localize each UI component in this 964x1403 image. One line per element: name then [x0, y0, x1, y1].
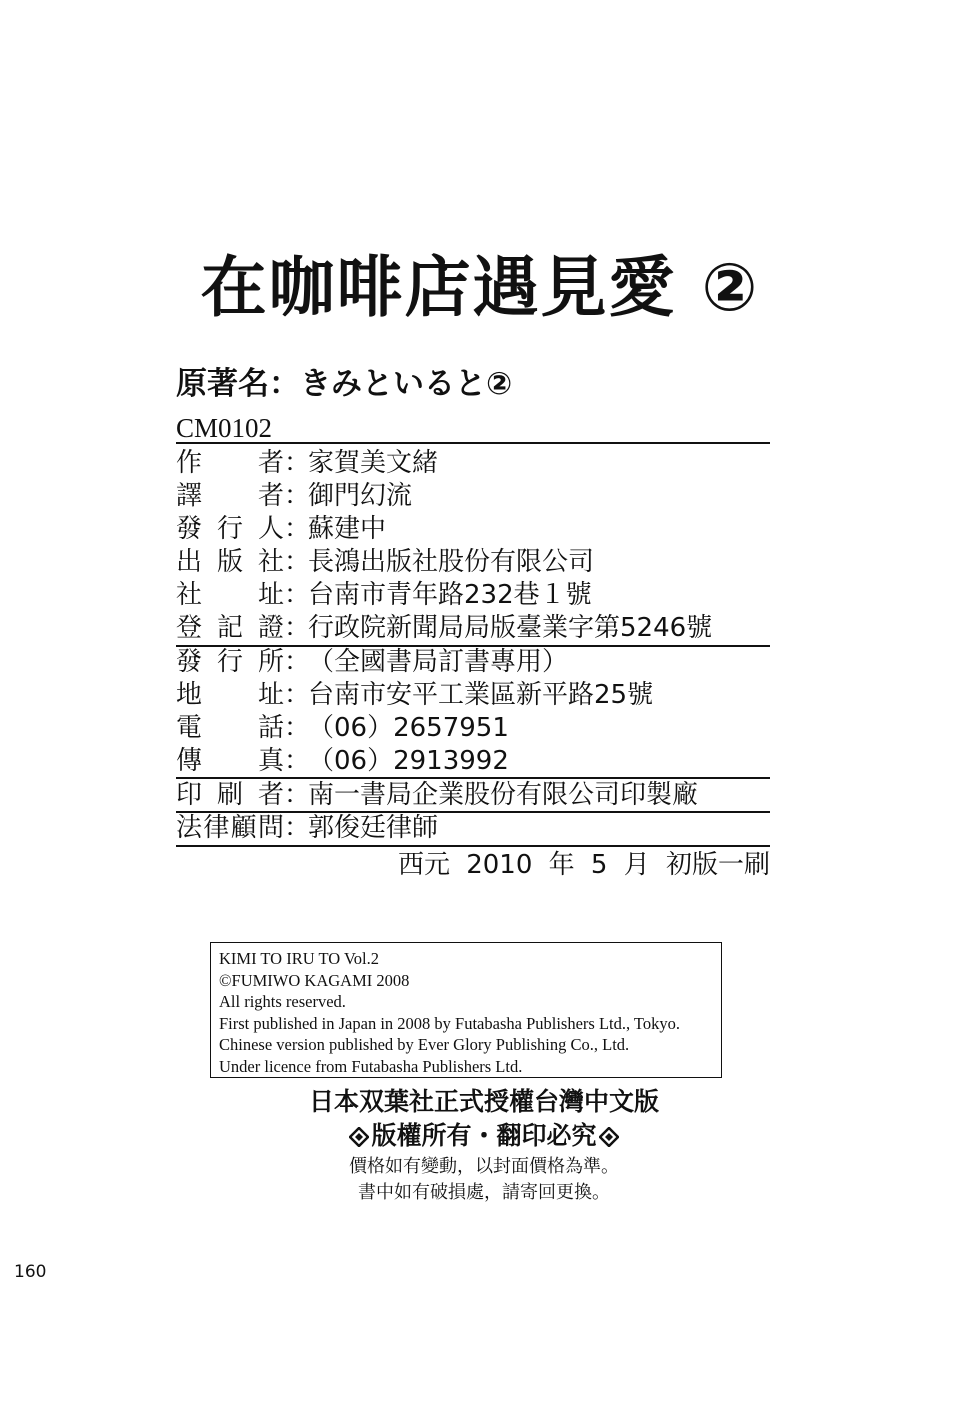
credit-label — [176, 546, 284, 579]
credit-label-char: 者 — [257, 481, 284, 511]
credit-colon: ： — [284, 448, 311, 478]
copyright-line: Under licence from Futabasha Publishers Ltd. — [219, 1056, 523, 1076]
credit-label-char: 話 — [257, 713, 284, 743]
credit-value: 行政院新聞局局版臺業字第5246號 — [308, 613, 713, 643]
credit-colon: ： — [284, 713, 311, 743]
credit-label-char: 證 — [257, 613, 284, 643]
divider-line — [176, 442, 770, 444]
credit-colon: ： — [284, 780, 311, 810]
credit-row — [176, 745, 776, 778]
credit-row — [176, 712, 776, 745]
credit-value: 御門幻流 — [308, 481, 413, 511]
credits-block-legal — [176, 812, 776, 845]
diamond-icon — [599, 1127, 619, 1147]
credit-label-char: 發 — [176, 514, 203, 544]
authorization-notice: 日本双葉社正式授權台灣中文版 — [308, 1087, 659, 1116]
credit-label-char: 所 — [257, 647, 284, 677]
credit-label — [176, 579, 284, 612]
credit-row — [176, 480, 776, 513]
credit-label-char: 人 — [257, 514, 284, 544]
credit-value: 家賀美文緒 — [308, 448, 439, 478]
credit-label-char: 律 — [203, 813, 230, 843]
credit-value: 台南市青年路232巷１號 — [308, 580, 592, 610]
copyright-line: KIMI TO IRU TO Vol.2 — [219, 949, 379, 968]
credit-label-char: 作 — [176, 448, 203, 478]
credit-label-char: 址 — [257, 680, 284, 710]
credit-value: 南一書局企業股份有限公司印製廠 — [308, 780, 699, 810]
credit-row — [176, 679, 776, 712]
credit-colon: ： — [284, 580, 311, 610]
credit-label — [176, 480, 284, 513]
credit-label-char: 行 — [216, 647, 243, 677]
catalog-code: CM0102 — [176, 413, 273, 443]
damage-note: 書中如有破損處，請寄回更換。 — [358, 1182, 610, 1203]
copyright-line: First published in Japan in 2008 by Futabasha Publishers Ltd., Tokyo. — [219, 1013, 680, 1033]
credit-row — [176, 612, 776, 645]
credit-label-char: 社 — [176, 580, 203, 610]
credit-label-char: 真 — [257, 746, 284, 776]
credit-value: （全國書局訂書專用） — [308, 647, 569, 677]
copyright-line: ©FUMIWO KAGAMI 2008 — [219, 970, 410, 990]
copyright-line: Chinese version published by Ever Glory Publishing Co., Ltd. — [219, 1035, 630, 1054]
credit-row — [176, 513, 776, 546]
copyright-box — [210, 942, 722, 1078]
credit-label-char: 者 — [257, 780, 284, 810]
credit-colon: ： — [284, 514, 311, 544]
credit-label-char: 顧 — [230, 813, 257, 843]
credit-label — [176, 447, 284, 480]
credit-label-char: 法 — [176, 813, 203, 843]
credit-row — [176, 546, 776, 579]
credit-row — [176, 579, 776, 612]
credit-row — [176, 646, 776, 679]
book-title: 在咖啡店遇見愛 ② — [200, 249, 760, 326]
credit-label-char: 社 — [257, 547, 284, 577]
rights-notice-line — [216, 1120, 752, 1152]
credit-label-char: 登 — [176, 613, 203, 643]
credit-label — [176, 679, 284, 712]
credit-colon: ： — [284, 680, 311, 710]
credit-label — [176, 712, 284, 745]
credits-block-distributor — [176, 646, 776, 778]
credit-row — [176, 779, 776, 812]
credit-label-char: 問 — [257, 813, 284, 843]
credits-block-printer — [176, 779, 776, 812]
credit-label — [176, 779, 284, 812]
credit-label-char: 記 — [216, 613, 243, 643]
credit-value: 台南市安平工業區新平路25號 — [308, 680, 654, 710]
page-number: 160 — [14, 1262, 47, 1282]
credit-value: 長鴻出版社股份有限公司 — [308, 547, 595, 577]
credit-colon: ： — [284, 547, 311, 577]
credit-label — [176, 513, 284, 546]
credit-label-char: 者 — [257, 448, 284, 478]
credit-colon: ： — [284, 613, 311, 643]
credit-row — [176, 447, 776, 480]
credit-colon: ： — [284, 746, 311, 776]
credit-label-char: 傳 — [176, 746, 203, 776]
credit-label — [176, 745, 284, 778]
credit-label-char: 刷 — [216, 780, 243, 810]
diamond-icon — [349, 1127, 369, 1147]
copyright-line: All rights reserved. — [219, 992, 346, 1011]
credit-value: （06）2657951 — [308, 713, 509, 743]
publication-date: 西元 2010 年 5 月 初版一刷 — [397, 850, 770, 880]
credit-label-char: 電 — [176, 713, 203, 743]
credit-label-char: 地 — [176, 680, 203, 710]
credit-value: 蘇建中 — [308, 514, 387, 544]
credit-value: （06）2913992 — [308, 746, 509, 776]
original-title: 原著名：きみといると② — [176, 366, 513, 402]
credit-label — [176, 812, 284, 845]
credit-label — [176, 646, 284, 679]
credit-label-char: 版 — [216, 547, 243, 577]
credits-block-publisher — [176, 447, 776, 645]
credit-row — [176, 812, 776, 845]
credit-label-char: 發 — [176, 647, 203, 677]
price-note: 價格如有變動，以封面價格為準。 — [349, 1156, 619, 1177]
credit-label-char: 行 — [216, 514, 243, 544]
credit-label — [176, 612, 284, 645]
rights-notice: 版權所有・翻印必究 — [371, 1121, 597, 1150]
credit-label-char: 出 — [176, 547, 203, 577]
credit-label-char: 印 — [176, 780, 203, 810]
credit-colon: ： — [284, 481, 311, 511]
credit-colon: ： — [284, 647, 311, 677]
credit-label-char: 譯 — [176, 481, 203, 511]
credit-value: 郭俊廷律師 — [308, 813, 439, 843]
divider-line — [176, 845, 770, 847]
credit-label-char: 址 — [257, 580, 284, 610]
credit-colon: ： — [284, 813, 311, 843]
